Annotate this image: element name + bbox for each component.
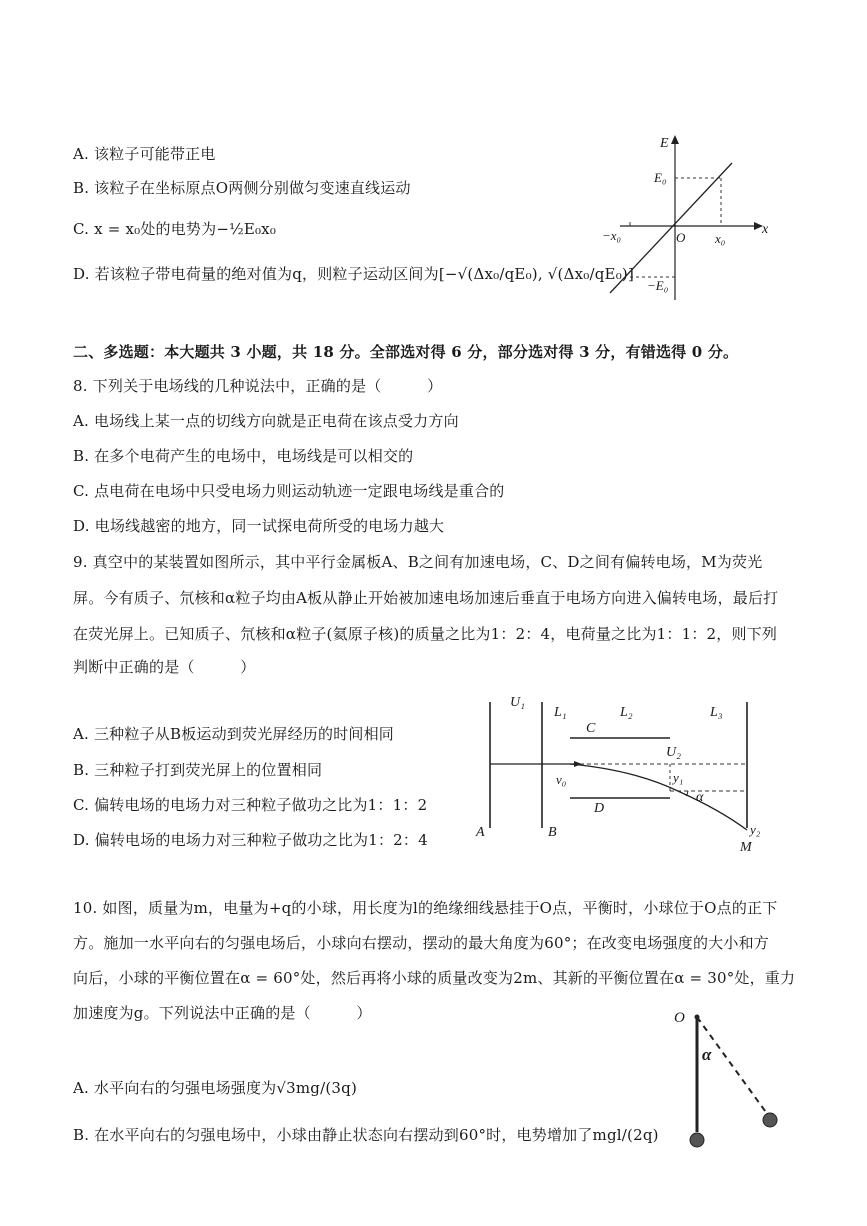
q10-option-b: B. 在水平向右的匀强电场中，小球由静止状态向右摆动到60°时，电势增加了mgl/(2q) (73, 1126, 659, 1144)
e-x-line (610, 163, 732, 293)
q10-option-a: A. 水平向右的匀强电场强度为√3mg/(3q) (73, 1079, 358, 1097)
q9-stem-line-1: 9. 真空中的某装置如图所示，其中平行金属板A、B之间有加速电场，C、D之间有偏转电场，M为荧光 (73, 553, 763, 571)
m-label: M (740, 840, 752, 855)
d-label: D (594, 801, 605, 816)
l3-label: L₃ (710, 705, 723, 720)
q10-stem-line-3: 向后，小球的平衡位置在α = 60°处，然后再将小球的质量改变为2m、其新的平衡位置在α = 30°处，重力 (73, 969, 796, 987)
section-2-heading: 二、多选题：本大题共 3 小题，共 18 分。全部选对得 6 分，部分选对得 3 分，有错选得 0 分。 (73, 343, 739, 361)
e-axis-label: E (660, 136, 669, 151)
l1-label: L₁ (554, 705, 567, 720)
x0-label: x₀ (715, 231, 726, 246)
q9-option-b: B. 三种粒子打到荧光屏上的位置相同 (73, 761, 323, 779)
q9-stem-line-3: 在荧光屏上。已知质子、氘核和α粒子(氦原子核)的质量之比为1：2：4，电荷量之比为1：1：2，则下列 (73, 625, 778, 643)
trajectory-curve (570, 764, 747, 830)
q7-option-b: B. 该粒子在坐标原点O两侧分别做匀变速直线运动 (73, 179, 411, 197)
ball-rest (690, 1133, 704, 1147)
q8-stem: 8. 下列关于电场线的几种说法中，正确的是（ ） (73, 377, 443, 395)
q10-stem-line-4: 加速度为g。下列说法中正确的是（ ） (73, 1004, 372, 1022)
alpha-label: α (696, 790, 704, 805)
pivot-label: O (674, 1010, 685, 1026)
l2-label: L₂ (620, 705, 633, 720)
q8-option-b: B. 在多个电荷产生的电场中，电场线是可以相交的 (73, 447, 414, 465)
q7-option-d: D. 若该粒子带电荷量的绝对值为q，则粒子运动区间为[−√(Δx₀/qE₀), √(Δx₀/qE₀)] (73, 265, 635, 283)
q9-option-c: C. 偏转电场的电场力对三种粒子做功之比为1：1：2 (73, 796, 428, 814)
q7-option-c: C. x = x₀处的电势为−½E₀x₀ (73, 220, 277, 238)
c-label: C (586, 721, 596, 736)
x-axis-label: x (762, 222, 769, 237)
y2-label: y₂ (750, 822, 761, 837)
b-label: B (548, 825, 557, 840)
q9-option-d: D. 偏转电场的电场力对三种粒子做功之比为1：2：4 (73, 831, 428, 849)
a-label: A (476, 825, 485, 840)
q8-option-c: C. 点电荷在电场中只受电场力则运动轨迹一定跟电场线是重合的 (73, 482, 505, 500)
neg-x0-label: −x₀ (602, 228, 622, 243)
q10-pendulum-figure (660, 1000, 800, 1160)
origin-label: O (676, 230, 686, 245)
u1-label: U₁ (510, 695, 525, 710)
q10-stem-line-1: 10. 如图，质量为m，电量为+q的小球，用长度为l的绝缘细线悬挂于O点，平衡时，小球位于O点的正下 (73, 899, 778, 917)
e0-label: E₀ (654, 170, 667, 185)
q8-option-a: A. 电场线上某一点的切线方向就是正电荷在该点受力方向 (73, 412, 459, 430)
q9-apparatus-figure (470, 688, 770, 858)
q9-stem-line-2: 屏。今有质子、氘核和α粒子均由A板从静止开始被加速电场加速后垂直于电场方向进入偏转电场，最后打 (73, 589, 779, 607)
u2-label: U₂ (666, 745, 681, 760)
q9-option-a: A. 三种粒子从B板运动到荧光屏经历的时间相同 (73, 725, 394, 743)
q7-ex-graph (590, 130, 780, 305)
deflected-string (697, 1017, 768, 1115)
q7-option-a: A. 该粒子可能带正电 (73, 145, 216, 163)
y1-label: y₁ (673, 770, 684, 785)
v0-label: v₀ (556, 772, 567, 787)
e-axis-arrow-icon (671, 135, 679, 144)
q9-stem-line-4: 判断中正确的是（ ） (73, 658, 256, 676)
ball-deflected (763, 1113, 777, 1127)
alpha-label: α (702, 1045, 712, 1064)
neg-e0-label: −E₀ (647, 278, 669, 293)
q10-stem-line-2: 方。施加一水平向右的匀强电场后，小球向右摆动，摆动的最大角度为60°；在改变电场强度的大小和方 (73, 934, 769, 952)
q8-option-d: D. 电场线越密的地方，同一试探电荷所受的电场力越大 (73, 517, 445, 535)
